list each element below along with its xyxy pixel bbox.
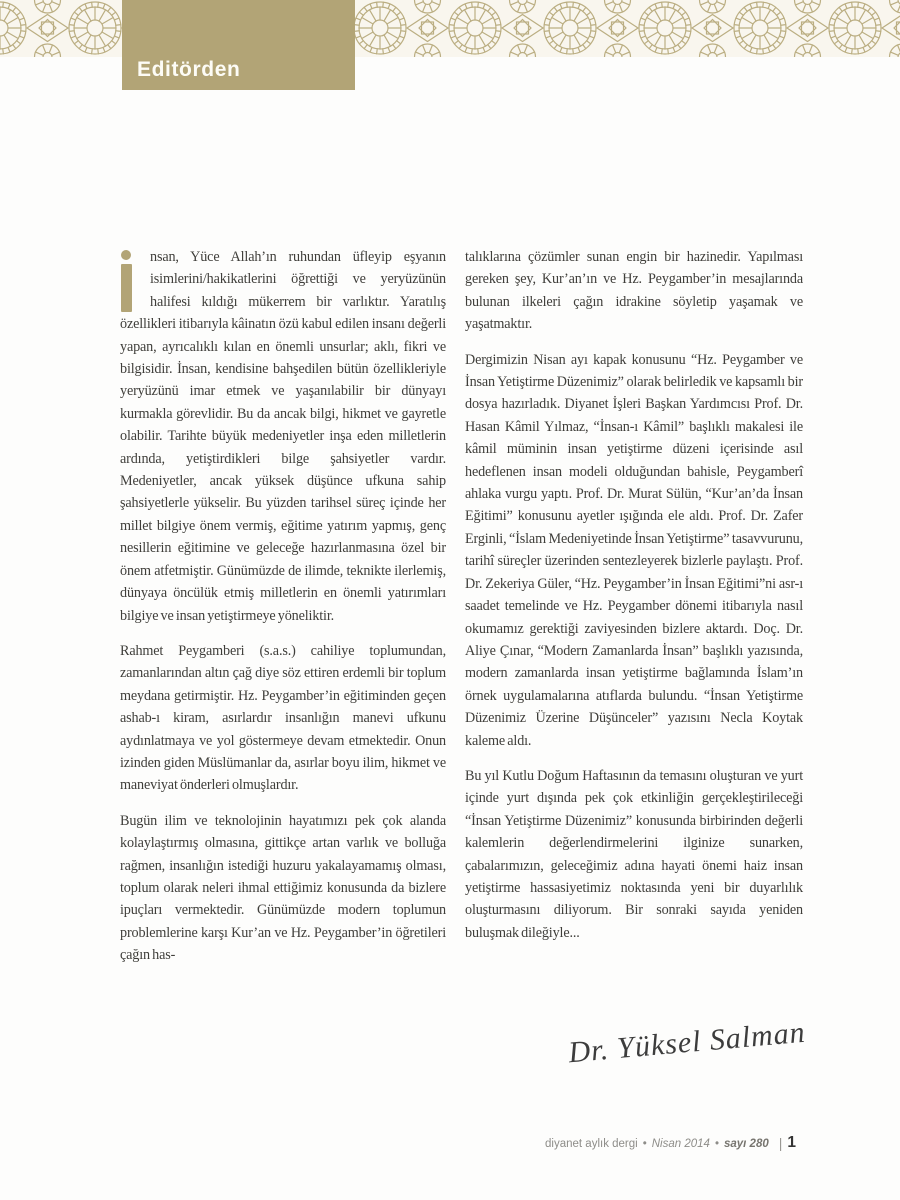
- paragraph: talıklarına çözümler sunan engin bir hazinedir. Yapılması gereken şey, Kur’an’ın ve Hz. Peygamber’in mesajlarında bulunan ilkeleri çağın idrakine söyletip yaşamak ve yaşatmaktır.: [465, 249, 803, 333]
- paragraph: Bu yıl Kutlu Doğum Haftasının da temasını oluşturan ve yurt içinde yurt dışında pek çok etkinliğin gerçekleştirileceği “İnsan Yetiştirme Düzenimiz” konusunda birbirinden değerli kalemlerin değerlendirmelerini ilginize sunarken, çabalarımızın, geleceğimiz adına hayati önemi haiz insan yetiştirme hassasiyetimiz noktasında yeni bir duyarlılık oluşturmasını diliyorum. Bir sonraki sayıda yeniden buluşmak dileğiyle...: [465, 767, 803, 941]
- paragraph: Dergimizin Nisan ayı kapak konusunu “Hz. Peygamber ve İnsan Yetiştirme Düzenimiz” olarak belirledik ve kapsamlı bir dosya hazırladık. Diyanet İşleri Başkan Yardımcısı Prof. Dr. Hasan Kâmil Yılmaz, “İnsan-ı Kâmil” başlıklı makalesi ile kâmil müminin insan yetiştirme düzeni içerisinde asıl hedeflenen insan modeli olduğundan bahisle, Peygamberî ahlaka vurgu yaptı. Prof. Dr. Murat Sülün, “Kur’an’da İnsan Eğitimi” konusunu ayetler ışığında ele aldı. Prof. Dr. Zafer Erginli, “İslam Medeniyetinde İnsan Yetiştirme” tasavvurunu, tarihî süreçler üzerinden sentezleyerek bizlerle paylaştı. Prof. Dr. Zekeriya Güler, “Hz. Peygamber’in İnsan Eğitimi”ni asr-ı saadet temelinde ve Hz. Peygamber dönemi itibarıyla nasıl okumamız gerektiği zaviyesinden bizlere aktardı. Doç. Dr. Aliye Çınar, “Modern Zamanlarda İnsan” başlıklı yazısında, modern zamanlarda insan yetiştirme bağlamında İslam’ın örnek uygulamalarına atıflarda bulundu. “İnsan Yetiştirme Düzenimiz Üzerine Düşünceler” yazısını Necla Koytak kaleme aldı.: [465, 351, 803, 749]
- paragraph-text: nsan, Yüce Allah’ın ruhundan üfleyip eşyanın isimlerini/hakikatlerini öğrettiği ve yeryüzünün halifesi kıldığı mükerrem bir varlıktır. Yaratılış özellikleri itibarıyla kâinatın özü kabul edilen insanı değerli yapan, ayrıcalıklı kılan en önemli unsurlar; aklı, fikri ve bilgisidir. İnsan, kendisine bahşedilen bütün özellikleriyle yeryüzünü imar etmek ve yaşanılabilir bir dünyayı kurmakla görevlidir. Bu da ancak bilgi, hikmet ve gayretle olabilir. Tarihte büyük medeniyetler inşa eden milletlerin ardında, yetiştirdikleri bilge şahsiyetler vardır. Medeniyetler, ancak yüksek düşünce ufkuna sahip şahsiyetlerle yükselir. Bu yüzden tarihsel süreç içinde her millet bilgiye önem vermiş, eğitime yatırım yapmış, genç nesillerin eğitimine ve geleceğe hazırlanmasına özel bir önem atfetmiştir. Günümüzde de ilimde, teknikte ilerlemiş, dünyaya öncülük etmiş milletlerin en önemli yatırımları bilgiye ve insan yetiştirmeye yöneliktir.: [120, 249, 446, 624]
- paragraph: Rahmet Peygamberi (s.a.s.) cahiliye toplumundan, zamanlarından altın çağ diye söz ettiren erdemli bir toplum meydana getirmiştir. Hz. Peygamber’in eğitiminden geçen ashab-ı kiram, asırlardır insanlığın manevi ufkunu aydınlatmaya ve yol göstermeye devam etmektedir. Onun izinden giden Müslümanlar da, asırlar boyu ilim, hikmet ve maneviyat önderleri olmuşlardır.: [120, 642, 446, 794]
- magazine-name: diyanet aylık dergi: [545, 1138, 638, 1150]
- footer-separator: •: [714, 1138, 719, 1150]
- footer-separator: •: [642, 1138, 647, 1150]
- paragraph: [120, 246, 446, 627]
- page-title: Editörden: [137, 58, 241, 81]
- page-footer: [120, 1134, 796, 1152]
- drop-cap-bar: [121, 264, 132, 312]
- section-header-block: [122, 0, 355, 90]
- left-column: [120, 246, 446, 980]
- footer-divider: |: [778, 1135, 783, 1151]
- paragraph: Bugün ilim ve teknolojinin hayatımızı pek çok alanda kolaylaştırmış olmasına, gittikçe artan varlık ve bolluğa rağmen, insanlığın istediği huzuru yakalayamamış olması, toplum olarak neleri ihmal ettiğimiz konusunda da bizlere ipuçları vermektedir. Günümüzde modern toplumun problemlerine karşı Kur’an ve Hz. Peygamber’in öğretileri çağın has-: [120, 812, 446, 964]
- editor-signature: Dr. Yüksel Salman: [567, 1015, 807, 1070]
- page-number: 1: [787, 1134, 796, 1151]
- drop-cap-i: [120, 249, 144, 313]
- issue-date: Nisan 2014: [651, 1138, 710, 1150]
- right-column: [465, 246, 803, 957]
- drop-cap-dot: [121, 250, 131, 260]
- issue-number: sayı 280: [723, 1138, 769, 1150]
